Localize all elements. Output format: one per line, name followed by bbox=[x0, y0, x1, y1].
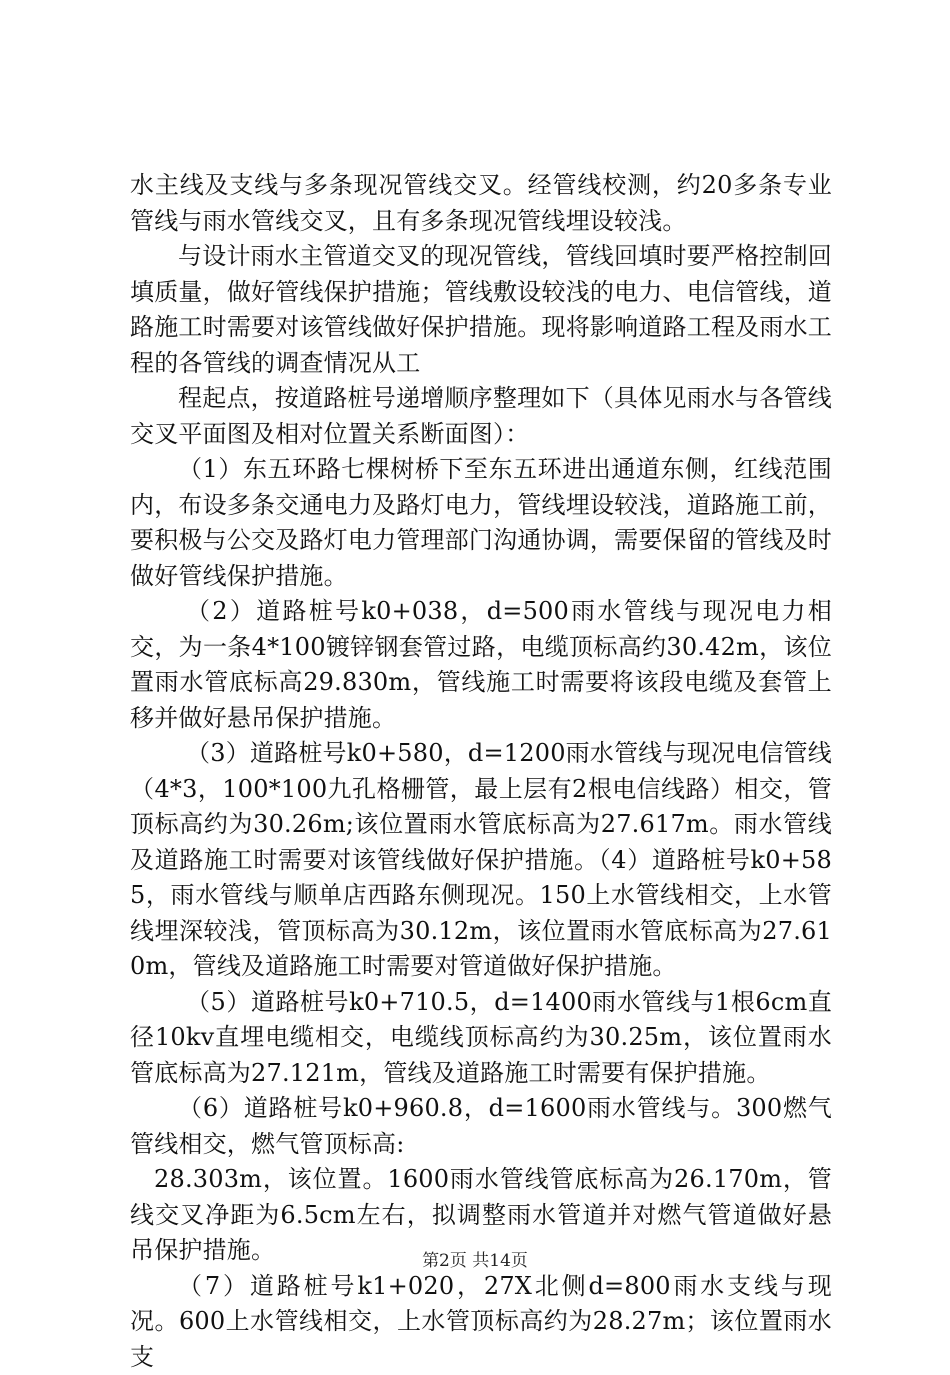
paragraph-item-7: （7）道路桩号k1+020，27X北侧d=800雨水支线与现况。600上水管线相交，上水管顶标高约为28.27m；该位置雨水支 bbox=[130, 1269, 832, 1375]
paragraph-item-6: （6）道路桩号k0+960.8，d=1600雨水管线与。300燃气管线相交，燃气管顶标高: bbox=[130, 1091, 832, 1162]
paragraph-item-1: （1）东五环路七棵树桥下至东五环进出通道东侧，红线范围内，布设多条交通电力及路灯电力，管线埋设较浅，道路施工前，要积极与公交及路灯电力管理部门沟通协调，需要保留的管线及时做好管线保护措施。 bbox=[130, 452, 832, 594]
paragraph-1: 水主线及支线与多条现况管线交叉。经管线校测，约20多条专业管线与雨水管线交叉，且有多条现况管线埋设较浅。 bbox=[130, 168, 832, 239]
paragraph-item-6-continued: 28.303m，该位置。1600雨水管线管底标高为26.170m，管线交叉净距为6.5cm左右，拟调整雨水管道并对燃气管道做好悬吊保护措施。 bbox=[130, 1162, 832, 1269]
paragraph-3: 程起点，按道路桩号递增顺序整理如下（具体见雨水与各管线交叉平面图及相对位置关系断面图）： bbox=[130, 381, 832, 452]
paragraph-item-5: （5）道路桩号k0+710.5，d=1400雨水管线与1根6cm直径10kv直埋电缆相交，电缆线顶标高约为30.25m，该位置雨水管底标高为27.121m，管线及道路施工时需要有保护措施。 bbox=[130, 985, 832, 1092]
page-footer: 第2页 共14页 bbox=[0, 1246, 950, 1271]
document-body bbox=[130, 168, 832, 1375]
paragraph-item-3-4: （3）道路桩号k0+580，d=1200雨水管线与现况电信管线（4*3，100*100九孔格栅管，最上层有2根电信线路）相交，管顶标高约为30.26m;该位置雨水管底标高为27.617m。雨水管线及道路施工时需要对该管线做好保护措施。（4）道路桩号k0+585，雨水管线与顺单店西路东侧现况。150上水管线相交，上水管线埋深较浅，管顶标高为30.12m，该位置雨水管底标高为27.610m，管线及道路施工时需要对管道做好保护措施。 bbox=[130, 736, 832, 985]
paragraph-2: 与设计雨水主管道交叉的现况管线，管线回填时要严格控制回填质量，做好管线保护措施；管线敷设较浅的电力、电信管线，道路施工时需要对该管线做好保护措施。现将影响道路工程及雨水工程的各管线的调查情况从工 bbox=[130, 239, 832, 381]
paragraph-item-2: （2）道路桩号k0+038，d=500雨水管线与现况电力相交，为一条4*100镀锌钢套管过路，电缆顶标高约30.42m，该位置雨水管底标高29.830m，管线施工时需要将该段电缆及套管上移并做好悬吊保护措施。 bbox=[130, 594, 832, 736]
